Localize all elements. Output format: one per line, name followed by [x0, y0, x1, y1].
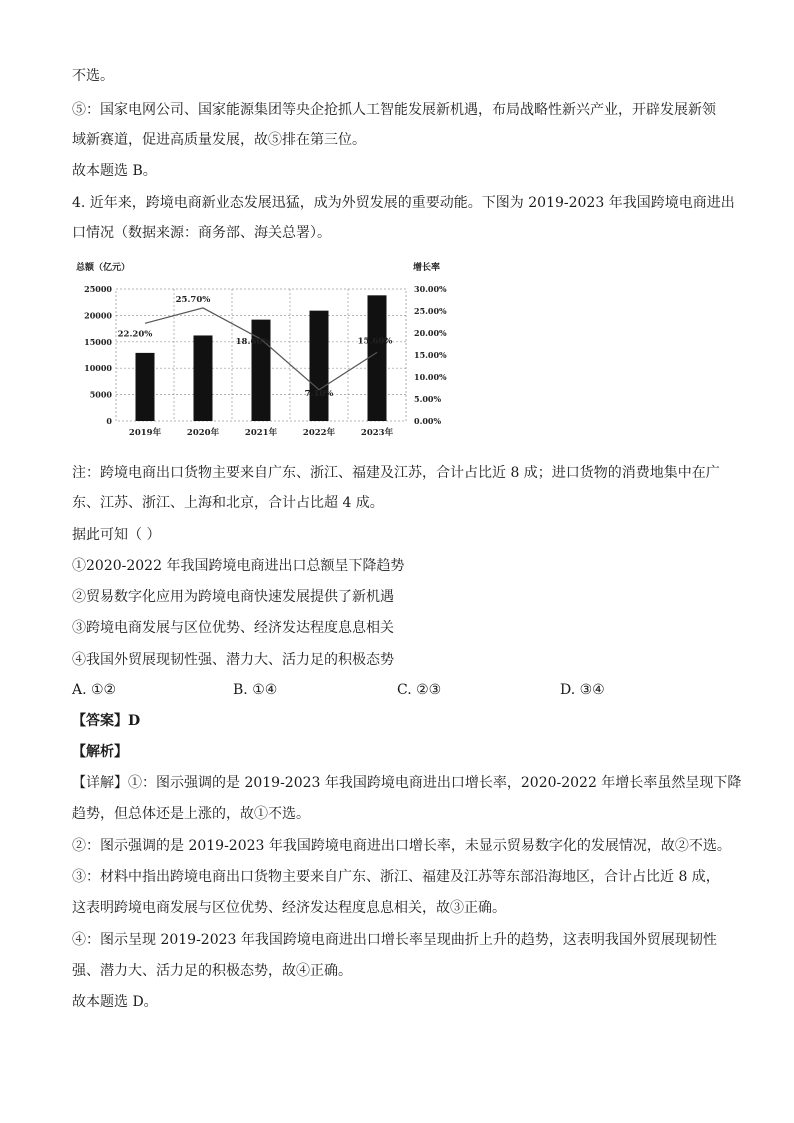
- analysis-heading: 【解析】: [72, 744, 128, 760]
- x-tick-label: 2022年: [302, 428, 336, 438]
- text-line: 域新赛道，促进高质量发展，故⑤排在第三位。: [72, 132, 366, 148]
- statement-1: ①2020-2022 年我国跨境电商进出口总额呈下降趋势: [72, 558, 405, 574]
- analysis-line: 【详解】①：图示强调的是 2019-2023 年我国跨境电商进出口增长率，2020-2022 年增长率虽然呈现下降: [72, 775, 742, 791]
- left-tick-label: 25000: [84, 284, 112, 294]
- left-tick-label: 20000: [84, 310, 112, 321]
- statement-2: ②贸易数字化应用为跨境电商快速发展提供了新机遇: [72, 589, 394, 605]
- statement-4: ④我国外贸展现韧性强、潜力大、活力足的积极态势: [72, 652, 394, 668]
- text-line: 不选。: [72, 68, 114, 84]
- left-axis-title: 总额（亿元）: [76, 263, 131, 273]
- answer-line: 【答案】D: [72, 713, 141, 729]
- x-tick-label: 2021年: [244, 428, 278, 438]
- analysis-line: ④：图示呈现 2019-2023 年我国跨境电商进出口增长率呈现曲折上升的趋势，这表明我国外贸展现韧性: [72, 932, 717, 948]
- question-prompt: 据此可知（ ）: [72, 527, 161, 543]
- right-tick-label: 25.00%: [414, 306, 447, 316]
- trade-chart: [68, 256, 468, 446]
- analysis-line: ②：图示强调的是 2019-2023 年我国跨境电商进出口增长率，未显示贸易数字化的发展情况，故②不选。: [72, 838, 731, 854]
- left-tick-label: 0: [106, 416, 112, 426]
- right-tick-label: 30.00%: [414, 284, 447, 294]
- x-tick-label: 2020年: [186, 428, 220, 438]
- analysis-line: ③：材料中指出跨境电商出口货物主要来自广东、浙江、福建及江苏等东部沿海地区，合计占比近 8 成，: [72, 869, 720, 885]
- growth-data-label: 18.60%: [235, 337, 271, 348]
- chart-note-line: 注：跨境电商出口货物主要来自广东、浙江、福建及江苏，合计占比近 8 成；进口货物的消费地集中在广: [72, 465, 720, 481]
- left-tick-label: 10000: [84, 363, 112, 374]
- question-stem-line: 口情况（数据来源：商务部、海关总署）。: [72, 225, 331, 241]
- growth-data-label: 22.20%: [117, 329, 153, 340]
- option-c: C. ②③: [397, 682, 442, 698]
- option-a: A. ①②: [72, 682, 117, 698]
- question-stem-line: 4. 近年来，跨境电商新业态发展迅猛，成为外贸发展的重要动能。下图为 2019-2023 年我国跨境电商进出: [72, 195, 735, 211]
- bar: [252, 320, 271, 421]
- bar: [368, 295, 387, 421]
- analysis-line: 强、潜力大、活力足的积极态势，故④正确。: [72, 963, 352, 979]
- x-tick-label: 2023年: [360, 428, 394, 438]
- option-d: D. ③④: [560, 682, 605, 698]
- right-tick-label: 0.00%: [414, 416, 442, 426]
- growth-data-label: 15.60%: [357, 336, 393, 347]
- statement-3: ③跨境电商发展与区位优势、经济发达程度息息相关: [72, 620, 394, 636]
- text-line: 故本题选 B。: [72, 163, 157, 179]
- analysis-line: 趋势，但总体还是上涨的，故①不选。: [72, 806, 310, 822]
- option-b: B. ①④: [233, 682, 278, 698]
- right-tick-label: 20.00%: [414, 328, 447, 338]
- growth-data-label: 25.70%: [175, 294, 211, 305]
- right-tick-label: 5.00%: [414, 394, 442, 404]
- left-tick-label: 15000: [84, 336, 112, 347]
- analysis-line: 这表明跨境电商发展与区位优势、经济发达程度息息相关，故③正确。: [72, 900, 506, 916]
- chart-note-line: 东、江苏、浙江、上海和北京，合计占比超 4 成。: [72, 495, 384, 511]
- chart-bars: [136, 295, 387, 421]
- analysis-line: 故本题选 D。: [72, 994, 158, 1010]
- bar: [310, 311, 329, 421]
- left-tick-label: 5000: [89, 389, 112, 400]
- bar: [194, 335, 213, 421]
- bar: [136, 353, 155, 421]
- right-axis-title: 增长率: [413, 263, 441, 273]
- growth-data-label: 7.10%: [304, 388, 334, 399]
- x-tick-label: 2019年: [128, 428, 162, 438]
- right-tick-label: 15.00%: [414, 350, 447, 360]
- text-line: ⑤：国家电网公司、国家能源集团等央企抢抓人工智能发展新机遇，布局战略性新兴产业，开辟发展新领: [72, 102, 716, 118]
- right-tick-label: 10.00%: [414, 372, 447, 382]
